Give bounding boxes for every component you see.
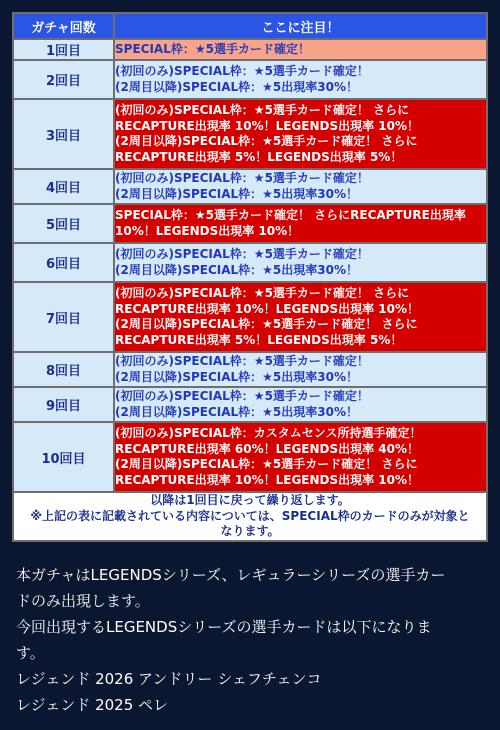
note-line: (初回のみ)SPECIAL枠：★5選手カード確定！ さらに [115, 103, 410, 117]
table-row [13, 204, 487, 243]
round-cell: 6回目 [13, 243, 114, 282]
note-line: (2周目以降)SPECIAL枠：★5出現率30%！ [115, 369, 358, 384]
note-cell [114, 282, 487, 352]
round-cell: 2回目 [13, 60, 114, 99]
description-line: レジェンド 2025 ペレ [16, 696, 169, 714]
table-row [13, 60, 487, 99]
round-cell: 9回目 [13, 387, 114, 422]
description-text [16, 562, 486, 718]
table-row [13, 422, 487, 492]
note-line: SPECIAL枠：★5選手カード確定！ さらにRECAPTURE出現率 [115, 208, 466, 222]
note-cell [114, 243, 487, 282]
note-line: (2周目以降)SPECIAL枠：★5選手カード確定！ さらに [115, 134, 418, 148]
note-cell [114, 204, 487, 243]
table-row [13, 282, 487, 352]
note-cell [114, 39, 487, 60]
description-line: 本ガチャはLEGENDSシリーズ、レギュラーシリーズの選手カー [16, 566, 446, 584]
note-cell [114, 387, 487, 422]
table-footer-note [13, 492, 487, 541]
note-line: RECAPTURE出現率 5%！LEGENDS出現率 5%！ [115, 149, 403, 164]
note-line: (初回のみ)SPECIAL枠：★5選手カード確定！ [115, 389, 369, 403]
footer-line: ※上記の表に記載されている内容については、SPECIAL枠のカードのみが対象と [30, 508, 470, 523]
note-cell [114, 352, 487, 387]
table-row [13, 99, 487, 169]
note-cell [114, 99, 487, 169]
note-line: (2周目以降)SPECIAL枠：★5出現率30%！ [115, 79, 358, 94]
note-line: RECAPTURE出現率 10%！LEGENDS出現率 10%！ [115, 301, 420, 316]
note-line: (2周目以降)SPECIAL枠：★5出現率30%！ [115, 404, 358, 419]
table-header-row [13, 13, 487, 39]
note-line: (初回のみ)SPECIAL枠：★5選手カード確定！ [115, 171, 369, 185]
note-line: (初回のみ)SPECIAL枠：★5選手カード確定！ [115, 64, 369, 78]
table-row [13, 243, 487, 282]
table-row [13, 169, 487, 204]
note-line: RECAPTURE出現率 5%！LEGENDS出現率 5%！ [115, 332, 403, 347]
round-cell: 3回目 [13, 99, 114, 169]
note-line: (初回のみ)SPECIAL枠：★5選手カード確定！ [115, 247, 369, 261]
note-line: (初回のみ)SPECIAL枠：カスタムセンス所持選手確定！ [115, 426, 422, 440]
note-line: (2周目以降)SPECIAL枠：★5出現率30%！ [115, 186, 358, 201]
table-row [13, 352, 487, 387]
round-cell: 1回目 [13, 39, 114, 60]
note-line: (2周目以降)SPECIAL枠：★5出現率30%！ [115, 262, 358, 277]
note-line: RECAPTURE出現率 10%！LEGENDS出現率 10%！ [115, 118, 420, 133]
description-line: レジェンド 2026 アンドリー シェフチェンコ [16, 670, 322, 688]
round-cell: 4回目 [13, 169, 114, 204]
note-line: RECAPTURE出現率 10%！LEGENDS出現率 10%！ [115, 472, 420, 487]
note-line: RECAPTURE出現率 60%！LEGENDS出現率 40%！ [115, 441, 420, 456]
note-line: (2周目以降)SPECIAL枠：★5選手カード確定！ さらに [115, 317, 418, 331]
description-line: す。 [16, 644, 45, 662]
footer-line: なります。 [220, 524, 280, 538]
note-cell [114, 169, 487, 204]
table-body [13, 39, 487, 492]
round-cell: 7回目 [13, 282, 114, 352]
note-line: (2周目以降)SPECIAL枠：★5選手カード確定！ さらに [115, 457, 418, 471]
description-line: 今回出現するLEGENDSシリーズの選手カードは以下になりま [16, 618, 432, 636]
note-cell [114, 422, 487, 492]
footer-line: 以降は1回目に戻って繰り返します。 [150, 493, 350, 507]
round-cell: 10回目 [13, 422, 114, 492]
description-line: ドのみ出現します。 [16, 592, 150, 610]
note-line: SPECIAL枠：★5選手カード確定！ [115, 41, 310, 56]
round-cell: 5回目 [13, 204, 114, 243]
gacha-info-table [12, 12, 488, 542]
note-line: (初回のみ)SPECIAL枠：★5選手カード確定！ さらに [115, 286, 410, 300]
table-row [13, 387, 487, 422]
note-line: 10%！LEGENDS出現率 10%！ [115, 223, 300, 238]
header-note: ここに注目！ [114, 13, 487, 39]
note-cell [114, 60, 487, 99]
note-line: (初回のみ)SPECIAL枠：★5選手カード確定！ [115, 354, 369, 368]
header-round: ガチャ回数 [13, 13, 114, 39]
table-row [13, 39, 487, 60]
table-footer-row [13, 492, 487, 541]
round-cell: 8回目 [13, 352, 114, 387]
